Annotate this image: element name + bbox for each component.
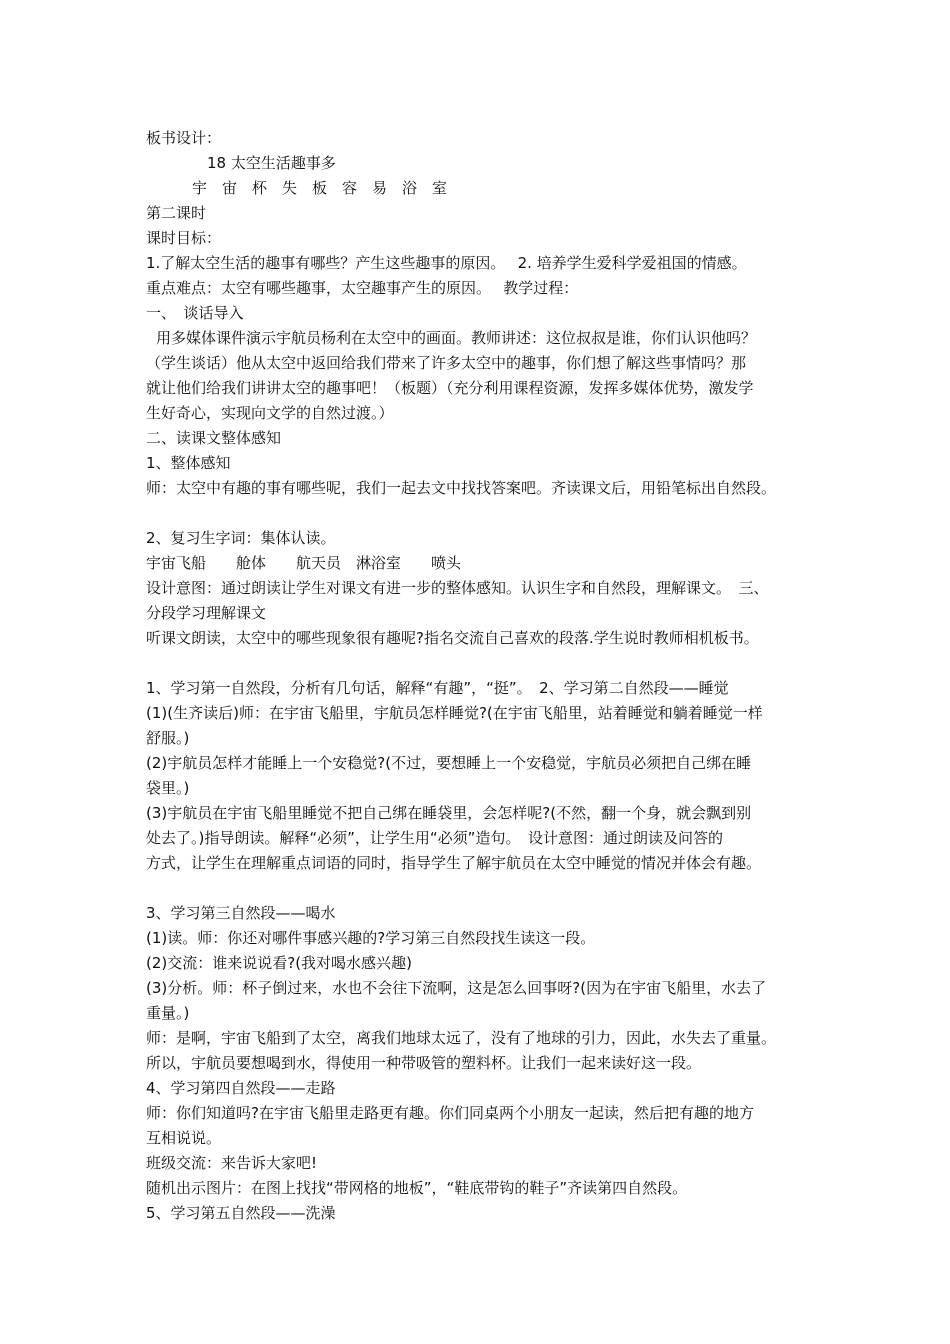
paragraph-line: (2)宇航员怎样才能睡上一个安稳觉?(不过，要想睡上一个安稳觉，宇航员必须把自己绑在睡 [146, 754, 752, 772]
paragraph-line: 互相说说。 [146, 1129, 222, 1147]
paragraph-line: 重量。) [146, 1004, 190, 1022]
subsection-heading: 3、学习第三自然段——喝水 [146, 904, 336, 922]
paragraph-line: 班级交流：来告诉大家吧! [146, 1154, 318, 1172]
paragraph-line: 方式，让学生在理解重点词语的同时，指导学生了解宇航员在太空中睡觉的情况并体会有趣。 [146, 854, 762, 872]
paragraph-line: （学生谈话）他从太空中返回给我们带来了许多太空中的趣事，你们想了解这些事情吗？那 [146, 354, 747, 372]
lesson-title: 18 太空生活趣事多 [207, 154, 336, 172]
subsection-heading: 1、整体感知 [146, 454, 231, 472]
section-heading-reading: 二、读课文整体感知 [146, 429, 282, 447]
subsection-heading: 4、学习第四自然段——走路 [146, 1079, 336, 1097]
paragraph-line: 舒服。) [146, 729, 190, 747]
paragraph-line: 用多媒体课件演示宇航员杨利在太空中的画面。教师讲述：这位叔叔是谁，你们认识他吗？ [156, 329, 757, 347]
second-lesson-heading: 第二课时 [146, 204, 207, 222]
paragraph-line: (1)(生齐读后)师：在宇宙飞船里，宇航员怎样睡觉?(在宇宙飞船里，站着睡觉和躺着睡觉一样 [146, 704, 763, 722]
paragraph-line: (3)分析。师：杯子倒过来，水也不会往下流啊，这是怎么回事呀?(因为在宇宙飞船里，水去了 [146, 979, 767, 997]
paragraph-line: 师：太空中有趣的事有哪些呢，我们一起去文中找找答案吧。齐读课文后，用铅笔标出自然段。 [146, 479, 777, 497]
paragraph-line: 师：是啊，宇宙飞船到了太空，离我们地球太远了，没有了地球的引力，因此，水失去了重量。 [146, 1029, 777, 1047]
key-points-text: 重点难点：太空有哪些趣事，太空趣事产生的原因。 教学过程： [146, 279, 579, 297]
paragraph-line: 处去了。)指导朗读。解释“必须”，让学生用“必须”造句。 设计意图：通过朗读及问答的 [146, 829, 723, 847]
paragraph-line: 生好奇心，实现向文学的自然过渡。） [146, 404, 394, 422]
lesson-goals-text: 1.了解太空生活的趣事有哪些？产生这些趣事的原因。 2. 培养学生爱科学爱祖国的情感。 [146, 254, 747, 272]
paragraph-line: 就让他们给我们讲讲太空的趣事吧！（板题）（充分利用课程资源，发挥多媒体优势，激发学 [146, 379, 754, 397]
paragraph-line: 所以，宇航员要想喝到水，得使用一种带吸管的塑料杯。让我们一起来读好这一段。 [146, 1054, 702, 1072]
paragraph-line: 师：你们知道吗?在宇宙飞船里走路更有趣。你们同桌两个小朋友一起读，然后把有趣的地方 [146, 1104, 754, 1122]
paragraph-line: 随机出示图片：在图上找找“带网格的地板”，“鞋底带钩的鞋子”齐读第四自然段。 [146, 1179, 688, 1197]
subsection-heading: 5、学习第五自然段——洗澡 [146, 1204, 336, 1222]
subsection-heading: 2、复习生字词：集体认读。 [146, 529, 336, 547]
paragraph-line: (1)读。师：你还对哪件事感兴趣的?学习第三自然段找生读这一段。 [146, 929, 596, 947]
paragraph-line: 袋里。) [146, 779, 190, 797]
paragraph-line: 1、学习第一自然段，分析有几句话，解释“有趣”，“挺”。 2、学习第二自然段——睡觉 [146, 679, 729, 697]
paragraph-line: 设计意图：通过朗读让学生对课文有进一步的整体感知。认识生字和自然段，理解课文。 三、 [146, 579, 769, 597]
section-heading-intro: 一、 谈话导入 [146, 304, 244, 322]
paragraph-line: (2)交流：谁来说说看?(我对喝水感兴趣) [146, 954, 412, 972]
board-design-heading: 板书设计： [146, 129, 222, 147]
lesson-goals-heading: 课时目标： [146, 229, 222, 247]
paragraph-line: 听课文朗读，太空中的哪些现象很有趣呢?指名交流自己喜欢的段落.学生说时教师相机板书。 [146, 629, 759, 647]
paragraph-line: (3)宇航员在宇宙飞船里睡觉不把自己绑在睡袋里，会怎样呢?(不然，翻一个身，就会飘到别 [146, 804, 752, 822]
paragraph-line: 分段学习理解课文 [146, 604, 267, 622]
board-characters: 宇 宙 杯 失 板 容 易 浴 室 [192, 179, 448, 197]
vocabulary-list: 宇宙飞船 舱体 航天员 淋浴室 喷头 [146, 554, 462, 572]
